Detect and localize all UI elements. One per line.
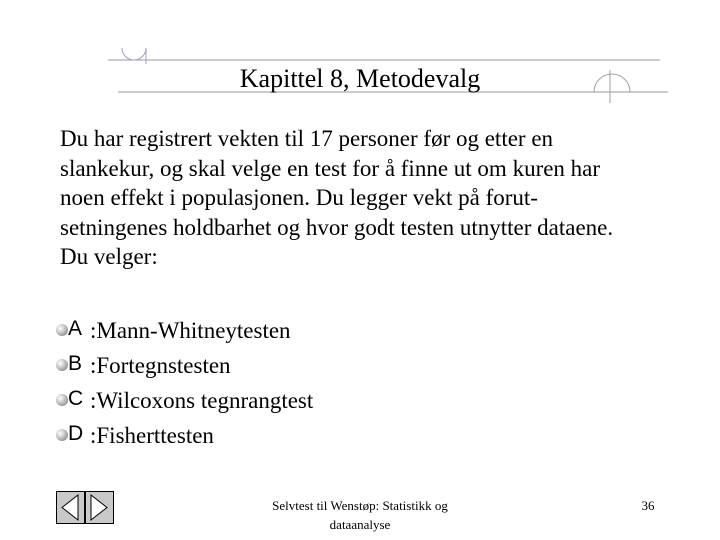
option-letter: C	[68, 387, 84, 410]
slide-title: Kapittel 8, Metodevalg	[239, 64, 481, 93]
option-letter: B	[68, 352, 83, 375]
next-slide-button[interactable]	[86, 492, 114, 524]
previous-slide-button[interactable]	[57, 492, 85, 524]
option-text: :Fisherttesten	[90, 423, 214, 448]
question-line: slankekur, og skal velge en test for å finne ut om kuren har	[60, 155, 601, 181]
slide-navigation	[56, 491, 114, 524]
footer-source-line: Selvtest til Wenstøp: Statistikk og	[272, 498, 448, 513]
question-line: Du velger:	[60, 244, 158, 269]
option-text: :Fortegnstesten	[90, 353, 231, 378]
footer-source-line: dataanalyse	[329, 517, 391, 532]
question-line: setningenes holdbarhet og hvor godt testen utnytter dataene.	[60, 214, 614, 240]
option-letter: D	[68, 422, 84, 445]
bullet-icon	[56, 394, 68, 406]
option-letter: A	[68, 317, 83, 340]
option-text: :Wilcoxons tegnrangtest	[90, 388, 314, 413]
page-number: 36	[641, 498, 655, 513]
bullet-icon	[56, 429, 68, 441]
question-text	[60, 124, 660, 272]
bullet-icon	[56, 324, 68, 336]
question-line: Du har registrert vekten til 17 personer før og etter en	[60, 126, 554, 151]
option-text: :Mann-Whitneytesten	[90, 318, 291, 343]
footer-source	[250, 496, 470, 534]
question-line: noen effekt i populasjonen. Du legger vekt på forut-	[60, 185, 538, 210]
bullet-icon	[56, 359, 68, 371]
